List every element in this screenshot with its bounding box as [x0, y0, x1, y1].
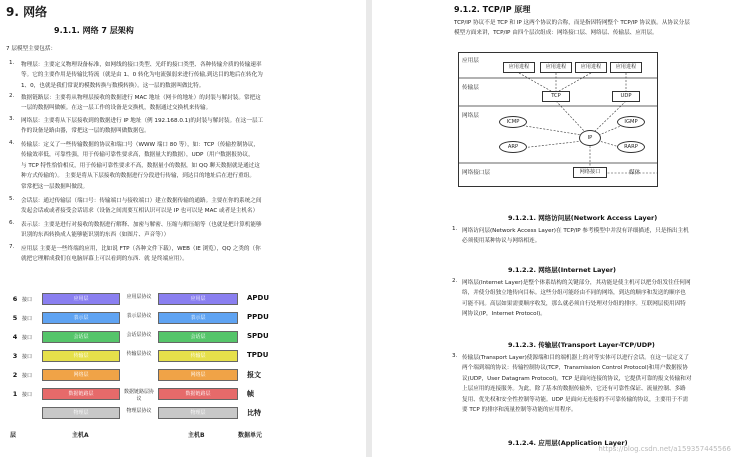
igmp-node: IGMP — [617, 116, 645, 128]
data-unit-label: 帧 — [247, 390, 254, 398]
rarp-node: RARP — [617, 141, 645, 153]
interface-label: 接口 — [22, 297, 33, 303]
app-process-box: 应用进程 — [503, 62, 535, 73]
section-title-tcpip: 9.1.2. TCP/IP 原理 — [454, 5, 531, 14]
list-number: 1. — [452, 226, 458, 232]
host-a-layer-block: 物理层 — [42, 407, 120, 419]
layer-label-network: 网络层 — [462, 113, 479, 119]
list-number: 1. — [9, 60, 15, 66]
peer-protocol-label: 物理层协议 — [126, 408, 152, 414]
list-item-presentation: 表示层：主要是进行对接收的数据进行解释、加密与解密、压缩与解压缩等（也就是把计算机能够 识别的东西转换成人能够能识别的东西（如图片、声音等）） — [21, 222, 262, 239]
list-item-application: 应用层 主要是一些终端的应用，比如说 FTP（各种文件下载），WEB（IE 浏览），QQ 之类的（你 就把它理解成我们在电脑屏幕上可以看到的东西．就 是终端应用）。 — [21, 246, 261, 263]
host-b-layer-block: 表示层 — [158, 312, 238, 324]
host-a-layer-block: 会话层 — [42, 331, 120, 343]
layer-label-transport: 传输层 — [462, 85, 479, 91]
list-number: 2. — [9, 93, 15, 99]
list-item-datalink: 数据链路层：主要将从物理层接收的数据进行 MAC 地址（网卡的地址）的封装与解封装。常把这 一层的数据叫做帧。在这一层工作的设备是交换机，数据通过交换机来传输。 — [21, 95, 261, 112]
list-number: 3. — [452, 353, 458, 359]
layer-number: 6 — [12, 295, 18, 303]
peer-protocol-label: 数据链路层协议 — [123, 389, 154, 402]
host-b-layer-block: 物理层 — [158, 407, 238, 419]
host-a-layer-block: 传输层 — [42, 350, 120, 362]
arp-node: ARP — [499, 141, 527, 153]
layer-label-application: 应用层 — [462, 58, 479, 64]
udp-box: UDP — [612, 91, 640, 102]
host-a-layer-block: 应用层 — [42, 293, 120, 305]
left-page — [0, 0, 366, 457]
tcpip-layer-diagram — [458, 52, 658, 187]
layer-number: 5 — [12, 314, 18, 322]
osi-intro: 7 层模型主要包括： — [6, 46, 57, 52]
host-a-layer-block: 网络层 — [42, 369, 120, 381]
tcp-box: TCP — [542, 91, 570, 102]
data-unit-label: TPDU — [247, 351, 269, 359]
app-process-box: 应用进程 — [540, 62, 572, 73]
list-item-transport: 传输层：定义了一些传输数据的协议和端口号（WWW 端口 80 等），如：TCP（传输控制协议， 传输效率低，可靠性强，用于传输可靠性要求高，数据量大的数据），UDP（用户数据报协议， 与 TCP 特性恰恰相反，用于传输可靠性要求不高，数据量小的数据，如 QQ 聊天数据就是通过这 种方式传输的）。 主要是将从下层接收的数据进行分段进行传输，到达目的地址后在进行重组。 常常把这一层数据叫做段。 — [21, 142, 260, 190]
network-access-paragraph: 网络访问层(Network Access Layer)在 TCP/IP 参考模型中并没有详细描述，只是指出主机 必须使用某种协议与网络相连。 — [462, 228, 689, 245]
list-item-session: 会话层：通过传输层（端口号：传输端口与接收端口）建立数据传输的通路。主要在你的系统之间 发起会话或或者接受会话请求（设备之间需要互相认识可以是 IP 也可以是 MAC 或者是主机名） — [21, 198, 262, 215]
layer-label-link: 网络接口层 — [462, 170, 490, 176]
peer-protocol-label: 会话层协议 — [126, 332, 152, 338]
interface-label: 接口 — [22, 392, 33, 398]
interface-label: 接口 — [22, 335, 33, 341]
host-b-layer-block: 会话层 — [158, 331, 238, 343]
subsection-title-transport: 9.1.2.3. 传输层(Transport Layer-TCP/UDP) — [508, 341, 655, 349]
data-unit-label: 报文 — [247, 371, 261, 379]
ip-node: IP — [579, 130, 601, 146]
media-label: 媒体 — [629, 170, 641, 176]
osi-stack-figure — [10, 290, 270, 450]
chapter-title: 9. 网络 — [6, 5, 48, 19]
peer-protocol-label: 传输层协议 — [126, 351, 152, 357]
hardware-interface-box: 网络接口 — [573, 167, 607, 178]
list-number: 4. — [9, 140, 15, 146]
host-b-layer-block: 传输层 — [158, 350, 238, 362]
host-b-layer-block: 数据链路层 — [158, 388, 238, 400]
interface-label: 接口 — [22, 373, 33, 379]
list-item-network: 网络层：主要将从下层接收到的数据进行 IP 地址（例 192.168.0.1)的封装与解封装。在这一层工 作的设备是路由器，常把这一层的数据叫做数据包。 — [21, 118, 264, 135]
list-item-physical: 物理层：主要定义物理设备标准，如网线的接口类型、光纤的接口类型、各种传输介质的传输速率 等。它的主要作用是传输比特流（就是由 1、0 转化为电流强弱来进行传输,到达目的地后在转化为 1、0，也就是我们常说的模数转换与数模转换）。这一层的数据叫做比特。 — [21, 62, 263, 89]
data-unit-label: PPDU — [247, 313, 269, 321]
transport-layer-paragraph: 传输层(Transport Layer)使源端和目的端机器上的对等实体可以进行会话。在这一层定义了 两个端到端的协议：传输控制协议(TCP，Transmission Control Protocol)和用户数据报协 议(UDP，User Datagram Protocol)。TCP 是面向连接的协议，它提供可靠的报文传输和对 上层应用的连接服务。为此，除了基本的数据传输外，它还有可靠性保证、流量控制、多路 复用、优先权和安全性控制等功能。UDP 是面向无连接的不可靠传输的协议，主要用于不需 要 TCP 的排序和流量控制等功能的应用程序。 — [462, 355, 692, 414]
data-unit-label: 比特 — [247, 409, 261, 417]
internet-layer-paragraph: 网络层(Internet Layer)是整个体系结构的关键部分，其功能是使主机可以把分组发往任何网 络，并使分组独立地传向目标。这些分组可能经由不同的网络，到达的顺序和发送的顺序也 可能不同。高层如果需要顺序收发，那么就必须自行处理对分组的排序。互联网层使用因特 网协议(IP，Internet Protocol)。 — [462, 280, 691, 318]
host-b-layer-block: 网络层 — [158, 369, 238, 381]
host-a-layer-block: 表示层 — [42, 312, 120, 324]
layer-number: 2 — [12, 371, 18, 379]
list-number: 7. — [9, 244, 15, 250]
layer-number: 4 — [12, 333, 18, 341]
host-b-layer-block: 应用层 — [158, 293, 238, 305]
subsection-title-internet: 9.1.2.2. 网络层(Internet Layer) — [508, 266, 617, 274]
layer-caption: 层 — [10, 432, 17, 439]
host-a-layer-block: 数据链路层 — [42, 388, 120, 400]
watermark: https://blog.csdn.net/a159357445566 — [598, 445, 731, 453]
app-process-box: 应用进程 — [575, 62, 607, 73]
list-number: 6. — [9, 220, 15, 226]
host-b-caption: 主机B — [188, 432, 205, 439]
list-number: 5. — [9, 196, 15, 202]
app-process-box: 应用进程 — [610, 62, 642, 73]
section-title-osi: 9.1.1. 网络 7 层架构 — [54, 26, 134, 35]
right-page — [372, 0, 739, 457]
list-number: 2. — [452, 278, 458, 284]
host-a-caption: 主机A — [72, 432, 89, 439]
peer-protocol-label: 应用层协议 — [126, 294, 152, 300]
data-unit-caption: 数据单元 — [238, 432, 263, 439]
tcpip-intro: TCP/IP 协议不是 TCP 和 IP 这两个协议的合称，而是指因特网整个 TCP/IP 协议族。从协议分层 模型方面来讲，TCP/IP 由四个层次组成：网络接口层、网络层、传输层、应用层。 — [454, 20, 690, 37]
icmp-node: ICMP — [499, 116, 527, 128]
data-unit-label: APDU — [247, 294, 270, 302]
peer-protocol-label: 表示层协议 — [126, 313, 152, 319]
list-number: 3. — [9, 116, 15, 122]
interface-label: 接口 — [22, 316, 33, 322]
subsection-title-network-access: 9.1.2.1. 网络访问层(Network Access Layer) — [508, 214, 658, 222]
layer-number: 1 — [12, 390, 18, 398]
data-unit-label: SPDU — [247, 332, 269, 340]
interface-label: 接口 — [22, 354, 33, 360]
layer-number: 3 — [12, 352, 18, 360]
subsection-title-application: 9.1.2.4. 应用层(Application Layer) — [508, 439, 628, 447]
